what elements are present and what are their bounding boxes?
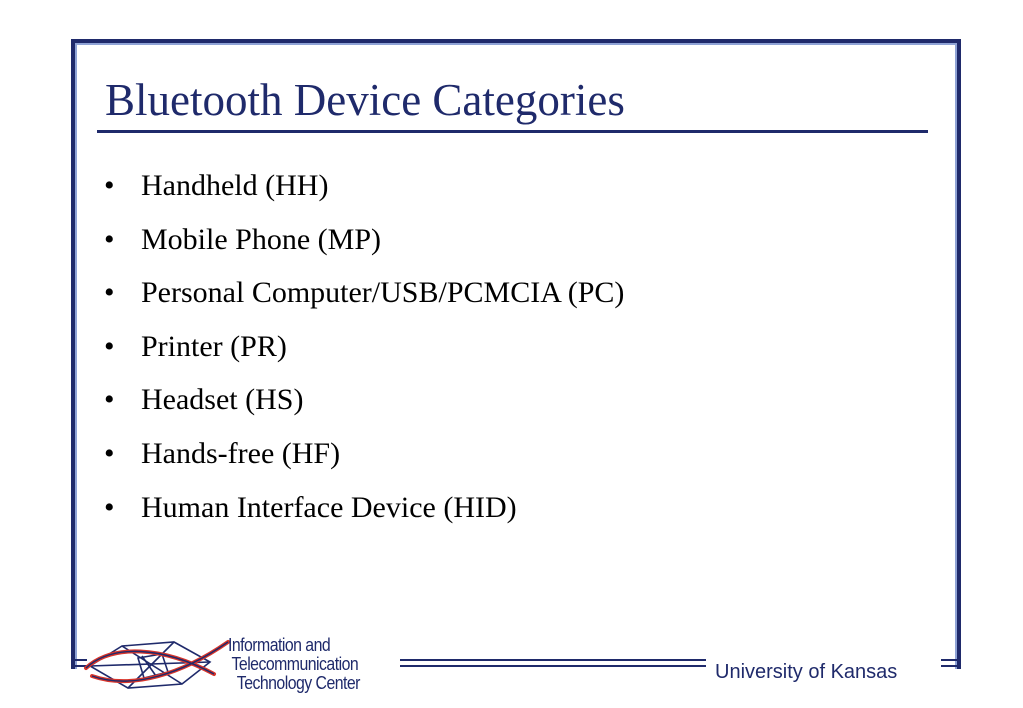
bullet-dot: • [104, 436, 115, 470]
bullet-text: Printer (PR) [141, 329, 287, 363]
org-name [228, 636, 360, 693]
bullet-text: Human Interface Device (HID) [141, 490, 517, 524]
university-name: University of Kansas [715, 661, 898, 683]
bullet-text: Hands-free (HF) [141, 436, 341, 470]
bullet-text: Handheld (HH) [141, 169, 329, 202]
bullet-dot: • [104, 276, 115, 310]
bullet-dot: • [104, 169, 115, 202]
bullet-text: Headset (HS) [141, 383, 304, 417]
bullet-dot: • [104, 490, 115, 524]
org-line: Telecommunication [231, 654, 359, 674]
title-underline [97, 130, 928, 133]
bullet-dot: • [104, 383, 115, 417]
slide-title: Bluetooth Device Categories [105, 75, 625, 125]
org-line: Information and [228, 635, 331, 655]
org-line: Technology Center [236, 673, 360, 693]
bullet-text: Mobile Phone (MP) [141, 222, 381, 256]
bullet-dot: • [104, 329, 115, 363]
bullet-dot: • [104, 222, 115, 256]
ittc-logo-icon [82, 632, 232, 698]
bullet-text: Personal Computer/USB/PCMCIA (PC) [141, 276, 625, 310]
footer-rule-right [941, 659, 961, 667]
footer-rule [400, 659, 706, 667]
